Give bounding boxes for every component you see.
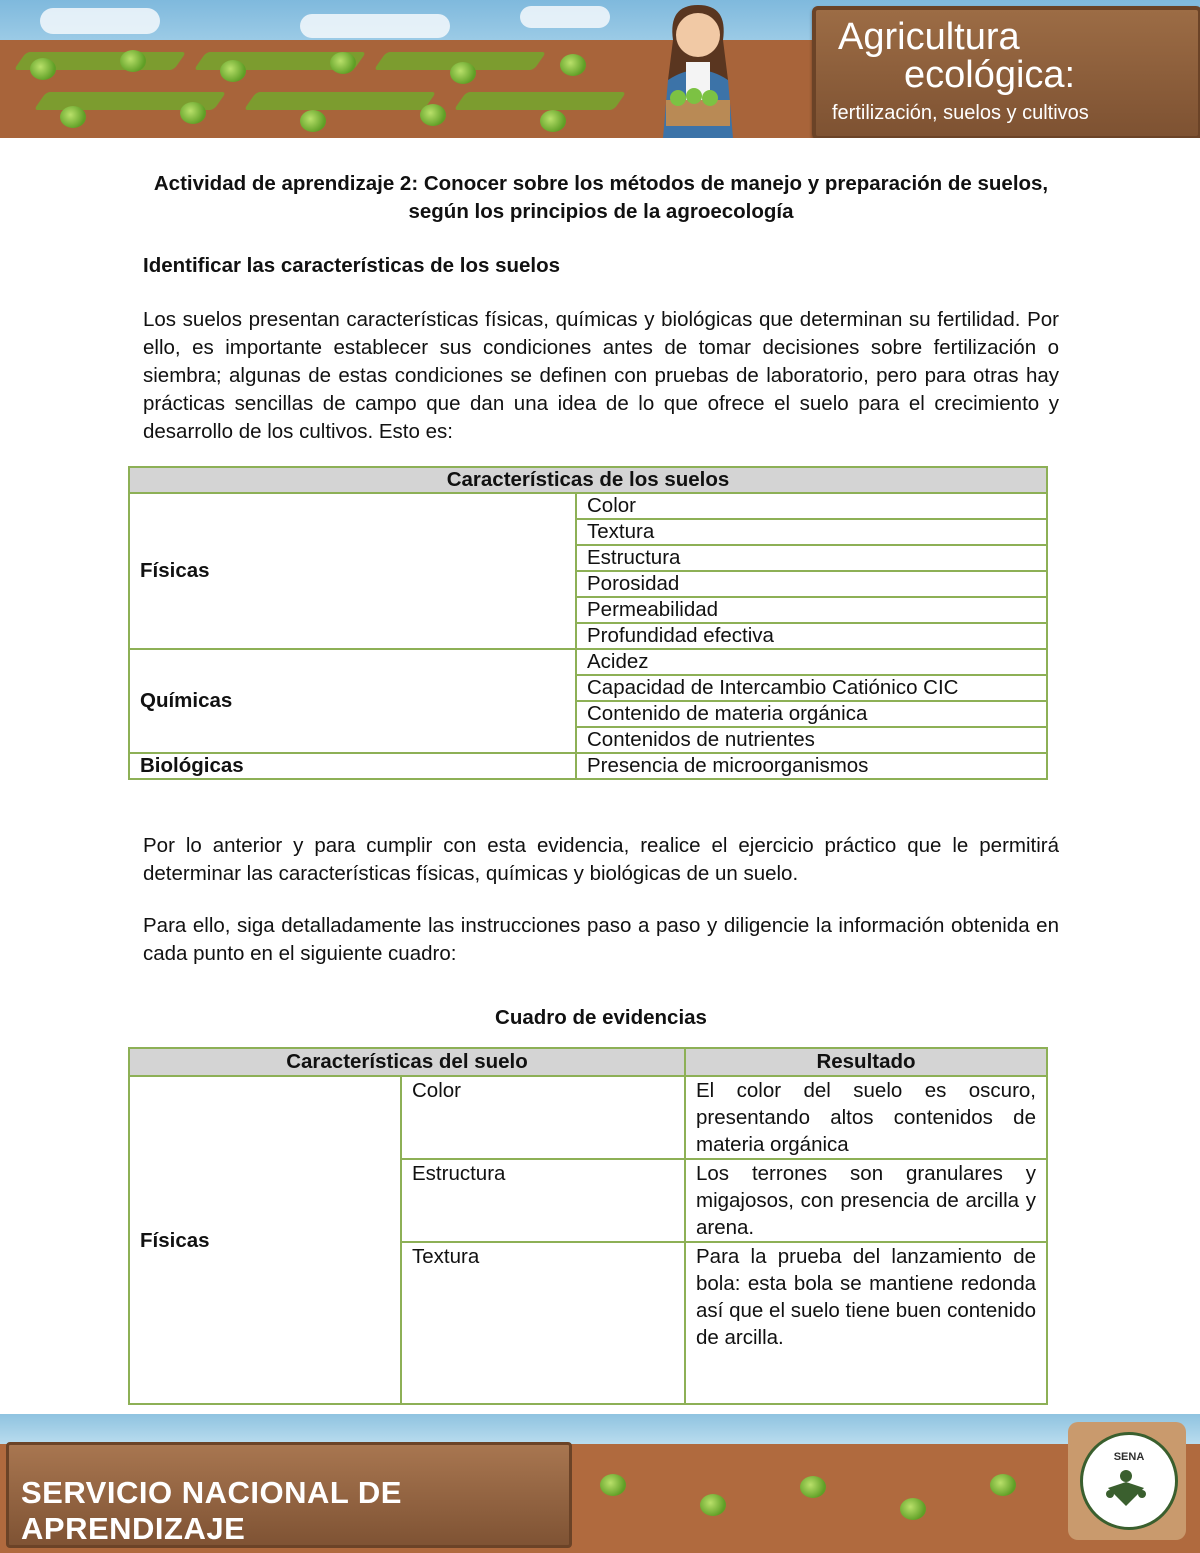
logo-circle: [1080, 1432, 1178, 1530]
cloud: [520, 6, 610, 28]
table-cell: Capacidad de Intercambio Catiónico CIC: [576, 675, 1047, 701]
document-body: [143, 170, 1059, 446]
table-cell: Estructura: [576, 545, 1047, 571]
evidence-title: Cuadro de evidencias: [495, 1006, 707, 1029]
crop-row: [244, 92, 437, 110]
table-cell: Porosidad: [576, 571, 1047, 597]
section-heading: Identificar las características de los suelos: [143, 254, 561, 277]
table-cell: Acidez: [576, 649, 1047, 675]
property-cell: Textura: [401, 1242, 685, 1404]
property-cell: Color: [401, 1076, 685, 1159]
column-header-result: Resultado: [685, 1048, 1047, 1076]
category-cell-biologicas: Biológicas: [129, 753, 576, 779]
sign-title-line1: Agricultura: [838, 16, 1020, 58]
cabbage-icon: [560, 54, 586, 76]
logo-text: SENA: [1113, 1451, 1145, 1463]
cabbage-icon: [450, 62, 476, 84]
footer-banner: [0, 1414, 1200, 1553]
table-header: Características de los suelos: [129, 467, 1047, 493]
institution-name: SERVICIO NACIONAL DE APRENDIZAJE: [21, 1475, 402, 1546]
cabbage-icon: [60, 106, 86, 128]
cabbage-icon: [30, 58, 56, 80]
activity-title: Actividad de aprendizaje 2: Conocer sobre los métodos de manejo y preparación de suelos, según los principios de la agroecología: [153, 172, 1049, 223]
cabbage-icon: [800, 1476, 826, 1498]
cabbage-icon: [700, 1494, 726, 1516]
banner-sky: [0, 1414, 1200, 1444]
category-cell-fisicas: Físicas: [129, 493, 576, 649]
column-header-characteristics: Características del suelo: [129, 1048, 685, 1076]
document-body-2: [143, 832, 1059, 1032]
sena-logo: [1068, 1422, 1186, 1540]
footer-signboard: [6, 1442, 572, 1548]
table-cell: Color: [576, 493, 1047, 519]
cabbage-icon: [180, 102, 206, 124]
paragraph-2: Por lo anterior y para cumplir con esta evidencia, realice el ejercicio práctico que le permitirá determinar las características físicas, químicas y biológicas de un suelo.: [143, 834, 1059, 885]
cabbage-icon: [220, 60, 246, 82]
intro-paragraph: Los suelos presentan características físicas, químicas y biológicas que determinan su fertilidad. Por ello, es importante establecer sus condiciones antes de tomar decisiones sobre fertilización o siembra; algunas de estas condiciones se definen con pruebas de laboratorio, pero para otras hay prácticas sencillas de campo que dan una idea de lo que ofrece el suelo para el crecimiento y desarrollo de los cultivos. Esto es:: [143, 308, 1059, 443]
cabbage-icon: [300, 110, 326, 132]
cabbage-icon: [420, 104, 446, 126]
cabbage-icon: [540, 110, 566, 132]
table-cell: Profundidad efectiva: [576, 623, 1047, 649]
table-cell: Permeabilidad: [576, 597, 1047, 623]
table-cell: Contenido de materia orgánica: [576, 701, 1047, 727]
cabbage-icon: [120, 50, 146, 72]
result-cell: El color del suelo es oscuro, presentando altos contenidos de materia orgánica: [685, 1076, 1047, 1159]
crop-row: [454, 92, 627, 110]
table-cell: Contenidos de nutrientes: [576, 727, 1047, 753]
sena-figure-icon: [1080, 1432, 1172, 1524]
paragraph-3: Para ello, siga detalladamente las instrucciones paso a paso y diligencie la información obtenida en cada punto en el siguiente cuadro:: [143, 914, 1059, 965]
category-cell-fisicas: Físicas: [129, 1076, 401, 1404]
table-cell: Presencia de microorganismos: [576, 753, 1047, 779]
category-cell-quimicas: Químicas: [129, 649, 576, 753]
result-cell: Los terrones son granulares y migajosos, con presencia de arcilla y arena.: [685, 1159, 1047, 1242]
cabbage-icon: [600, 1474, 626, 1496]
farmer-illustration: [628, 0, 768, 138]
sign-title-line2: ecológica:: [904, 54, 1076, 96]
cloud: [40, 8, 160, 34]
cabbage-icon: [990, 1474, 1016, 1496]
cloud: [300, 14, 450, 38]
header-banner: [0, 0, 1200, 138]
result-cell: Para la prueba del lanzamiento de bola: esta bola se mantiene redonda así que el suelo tiene buen contenido de arcilla.: [685, 1242, 1047, 1404]
characteristics-table: [128, 466, 1048, 780]
sign-subtitle: fertilización, suelos y cultivos: [832, 102, 1089, 124]
property-cell: Estructura: [401, 1159, 685, 1242]
cabbage-icon: [900, 1498, 926, 1520]
cabbage-icon: [330, 52, 356, 74]
title-signboard: [812, 6, 1200, 138]
evidence-table: [128, 1047, 1048, 1405]
table-cell: Textura: [576, 519, 1047, 545]
